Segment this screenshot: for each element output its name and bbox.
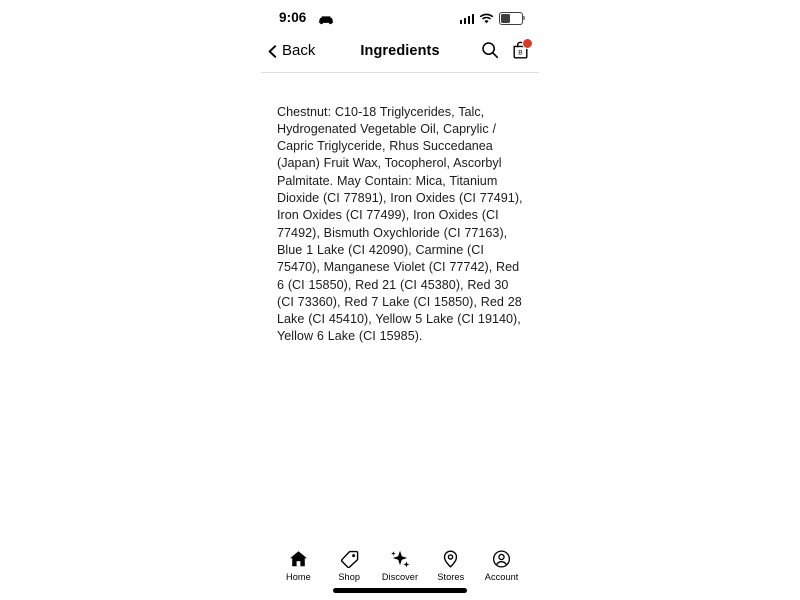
status-bar (261, 0, 539, 34)
tab-stores-label: Stores (437, 572, 465, 582)
tab-discover-label: Discover (381, 572, 419, 582)
tab-discover[interactable] (375, 550, 426, 582)
car-icon (318, 12, 334, 22)
content-area (261, 73, 539, 346)
battery-icon (499, 12, 523, 25)
tag-icon (340, 550, 359, 568)
shopping-bag-icon[interactable] (512, 41, 529, 59)
home-icon (289, 550, 308, 568)
cellular-signal-icon (460, 14, 475, 24)
tab-shop-label: Shop (338, 572, 361, 582)
tab-home[interactable] (273, 550, 324, 582)
tab-bar (261, 550, 539, 582)
search-icon[interactable] (481, 41, 499, 59)
location-pin-icon (442, 550, 459, 568)
svg-text:B: B (518, 49, 523, 57)
status-time: 9:06 (279, 10, 307, 25)
tab-stores[interactable] (425, 550, 476, 582)
tab-home-label: Home (286, 572, 311, 582)
bag-badge (522, 38, 533, 49)
page-title: Ingredients (360, 43, 440, 59)
sparkle-icon (390, 550, 410, 568)
status-indicators (460, 12, 524, 25)
tab-account-label: Account (484, 572, 519, 582)
nav-actions (481, 41, 529, 59)
tab-account[interactable] (476, 550, 527, 582)
home-indicator[interactable] (333, 588, 467, 593)
phone-viewport (261, 0, 539, 600)
back-button-label: Back (282, 42, 316, 59)
wifi-icon (479, 13, 494, 24)
tab-shop[interactable] (324, 550, 375, 582)
ingredients-text: Chestnut: C10-18 Triglycerides, Talc, Hydrogenated Vegetable Oil, Caprylic / Capric Triglyceride, Rhus Succedanea (Japan) Fruit Wax, Tocopherol, Ascorbyl Palmitate. May Contain: Mica, Titanium Dioxide (CI 77891), Iron Oxides (CI 77491), Iron Oxides (CI 77499), Iron Oxides (CI 77492), Bismuth Oxychloride (CI 77163), Blue 1 Lake (CI 42090), Carmine (CI 75470), Manganese Violet (CI 77742), Red 6 (CI 15850), Red 21 (CI 45380), Red 30 (CI 73360), Red 7 Lake (CI 15850), Red 28 Lake (CI 45410), Yellow 5 Lake (CI 19140), Yellow 6 Lake (CI 15985). (277, 104, 523, 344)
nav-bar (261, 34, 539, 73)
account-circle-icon (492, 550, 511, 568)
